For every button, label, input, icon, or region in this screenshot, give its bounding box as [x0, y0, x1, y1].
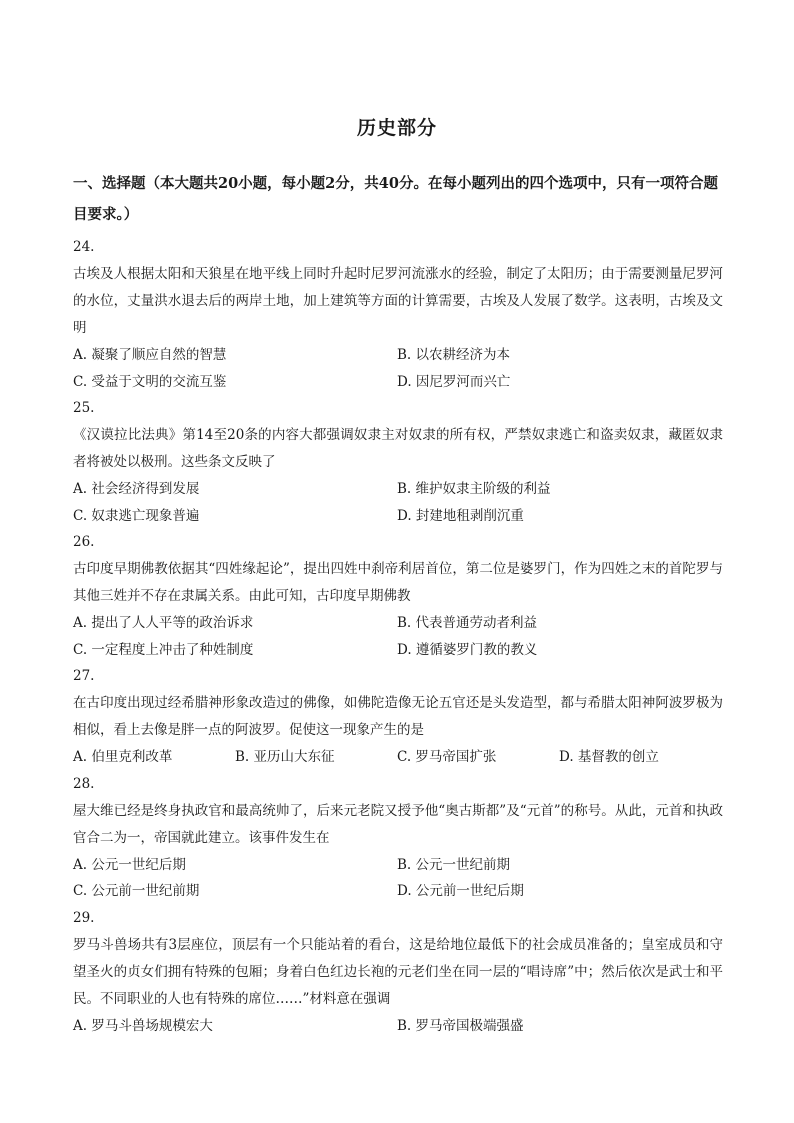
- question-25: [73, 395, 723, 529]
- question-27: [73, 663, 723, 771]
- question-stem: 罗马斗兽场共有3层座位，顶层有一个只能站着的看台，这是给地位最低下的社会成员准备的；皇室成员和守望圣火的贞女们拥有特殊的包厢；身着白色红边长袍的元老们坐在同一层的“唱诗席”中；然后依次是武士和平民。不同职业的人也有特殊的席位……”材料意在强调: [73, 936, 723, 1007]
- option-a: A. 提出了人人平等的政治诉求: [73, 615, 254, 631]
- option-a: A. 罗马斗兽场规模宏大: [73, 1017, 213, 1034]
- question-29: [73, 905, 723, 1040]
- option-b: B. 亚历山大东征: [235, 749, 335, 765]
- section-heading: 一、选择题（本大题共20小题，每小题2分，共40分。在每小题列出的四个选项中，只有一项符合题目要求。）: [73, 175, 718, 223]
- option-c: C. 罗马帝国扩张: [397, 749, 497, 765]
- option-d: D. 因尼罗河而兴亡: [397, 373, 511, 390]
- page-title: 历史部分: [356, 117, 437, 139]
- option-b: B. 代表普通劳动者利益: [397, 615, 538, 631]
- option-c: C. 奴隶逃亡现象普遍: [73, 507, 200, 524]
- option-group: [73, 744, 723, 771]
- question-stem: 古埃及人根据太阳和天狼星在地平线上同时升起时尼罗河流涨水的经验，制定了太阳历；由于需要测量尼罗河的水位，丈量洪水退去后的两岸土地，加上建筑等方面的计算需要，古埃及人发展了数学。这表明，古埃及文明: [73, 266, 723, 336]
- option-a: A. 伯里克利改革: [73, 749, 173, 765]
- option-b: B. 罗马帝国极端强盛: [397, 1017, 524, 1034]
- option-c: C. 一定程度上冲击了种姓制度: [73, 641, 254, 658]
- question-stem: 屋大维已经是终身执政官和最高统帅了，后来元老院又授予他“奥古斯都”及“元首”的称号。从此，元首和执政官合二为一，帝国就此建立。该事件发生在: [73, 802, 723, 846]
- option-group: [73, 476, 723, 529]
- option-d: D. 基督教的创立: [559, 749, 659, 765]
- option-group: [73, 610, 723, 663]
- question-number: 25.: [73, 400, 95, 416]
- option-d: D. 公元前一世纪后期: [397, 883, 524, 899]
- question-number: 26.: [73, 534, 95, 550]
- option-a: A. 社会经济得到发展: [73, 481, 200, 497]
- question-stem: 古印度早期佛教依据其“四姓缘起论”，提出四姓中刹帝利居首位，第二位是婆罗门，作为四姓之末的首陀罗与其他三姓并不存在隶属关系。由此可知，古印度早期佛教: [73, 561, 723, 604]
- option-d: D. 封建地租剥削沉重: [397, 507, 524, 524]
- question-number: 27.: [73, 668, 95, 684]
- question-number: 28.: [73, 775, 95, 792]
- option-c: C. 公元前一世纪前期: [73, 883, 200, 899]
- option-c: C. 受益于文明的交流互鉴: [73, 373, 227, 390]
- option-a: A. 凝聚了顺应自然的智慧: [73, 347, 227, 363]
- option-b: B. 以农耕经济为本: [397, 347, 511, 363]
- question-stem: 《汉谟拉比法典》第14至20条的内容大都强调奴隶主对奴隶的所有权，严禁奴隶逃亡和盗卖奴隶，藏匿奴隶者将被处以极刑。这些条文反映了: [73, 427, 723, 470]
- option-d: D. 遵循婆罗门教的教义: [397, 641, 538, 658]
- question-number: 29.: [73, 909, 95, 926]
- question-24: [73, 234, 723, 395]
- option-b: B. 公元一世纪前期: [397, 856, 511, 873]
- question-stem: 在古印度出现过经希腊神形象改造过的佛像，如佛陀造像无论五官还是头发造型，都与希腊太阳神阿波罗极为相似，看上去像是胖一点的阿波罗。促使这一现象产生的是: [73, 695, 723, 738]
- question-number: 24.: [73, 239, 95, 255]
- question-26: [73, 529, 723, 663]
- option-group: [73, 342, 723, 395]
- option-group: [73, 852, 723, 905]
- option-group: [73, 1013, 723, 1040]
- question-28: [73, 771, 723, 905]
- option-b: B. 维护奴隶主阶级的利益: [397, 481, 551, 497]
- question-list: [73, 234, 723, 1039]
- option-a: A. 公元一世纪后期: [73, 856, 186, 873]
